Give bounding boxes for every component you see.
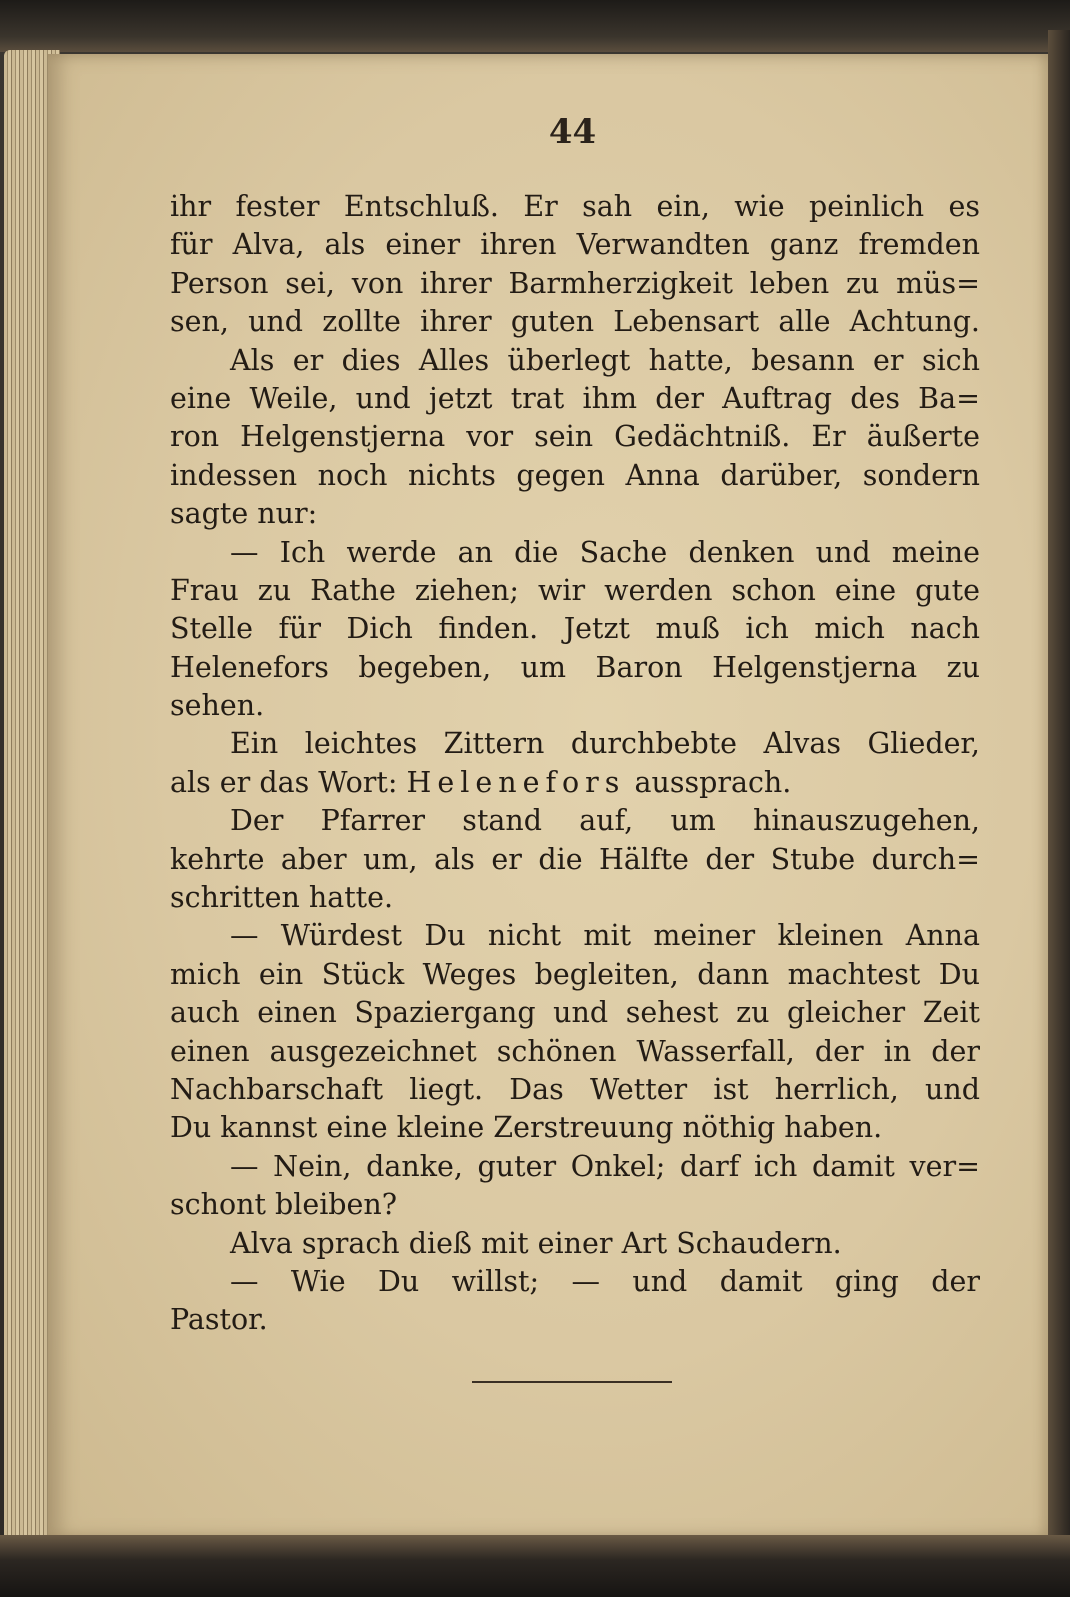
text-line: auch einen Spaziergang und sehest zu gleicher Zeit — [170, 996, 980, 1030]
text-fragment: aussprach. — [634, 765, 792, 799]
text-line: für Alva, als einer ihren Verwandten ganz fremden — [170, 228, 980, 262]
text-line: eine Weile, und jetzt trat ihm der Auftrag des Ba= — [170, 381, 980, 415]
text-line: kehrte aber um, als er die Hälfte der Stube durch= — [170, 842, 980, 876]
text-line: — Nein, danke, guter Onkel; darf ich damit ver= — [230, 1149, 980, 1183]
end-rule — [472, 1381, 672, 1383]
text-line: Pastor. — [170, 1303, 268, 1337]
text-line: Du kannst eine kleine Zerstreuung nöthig haben. — [170, 1111, 883, 1145]
page-number: 44 — [548, 112, 597, 152]
text-line: mich ein Stück Weges begleiten, dann machtest Du — [170, 957, 980, 991]
text-line: Als er dies Alles überlegt hatte, besann er sich — [230, 343, 980, 377]
text-line: Frau zu Rathe ziehen; wir werden schon eine gute — [170, 573, 980, 607]
text-line: — Wie Du willst; — und damit ging der — [230, 1264, 980, 1298]
text-line: sehen. — [170, 689, 265, 723]
text-line: indessen noch nichts gegen Anna darüber, sondern — [170, 458, 980, 492]
text-line: Alva sprach dieß mit einer Art Schaudern. — [230, 1226, 842, 1260]
text-line: Ein leichtes Zittern durchbebte Alvas Glieder, — [230, 727, 980, 761]
book-cover-top — [0, 0, 1070, 52]
book-cover-bottom — [0, 1535, 1070, 1597]
text-line: schritten hatte. — [170, 881, 394, 915]
text-line: — Ich werde an die Sache denken und meine — [230, 535, 980, 569]
text-line: Stelle für Dich finden. Jetzt muß ich mich nach — [170, 612, 980, 646]
text-line: ron Helgenstjerna vor sein Gedächtniß. Er äußerte — [170, 420, 980, 454]
text-line: sagte nur: — [170, 497, 318, 531]
text-line: Der Pfarrer stand auf, um hinauszugehen, — [230, 804, 980, 838]
text-fragment: als er das Wort: — [170, 765, 398, 799]
text-line: Person sei, von ihrer Barmherzigkeit leben zu müs= — [170, 266, 980, 300]
text-line: ihr fester Entschluß. Er sah ein, wie peinlich es — [170, 190, 980, 223]
text-line: — Würdest Du nicht mit meiner kleinen Anna — [230, 919, 980, 953]
body-text — [170, 188, 980, 1340]
text-line: einen ausgezeichnet schönen Wasserfall, der in der — [170, 1034, 980, 1068]
book-cover-right — [1048, 30, 1070, 1550]
spaced-word: Helenefors — [406, 765, 626, 799]
text-line: schont bleiben? — [170, 1188, 398, 1222]
text-line — [170, 764, 980, 802]
text-line: Nachbarschaft liegt. Das Wetter ist herrlich, und — [170, 1072, 980, 1106]
text-line: sen, und zollte ihrer guten Lebensart alle Achtung. — [170, 305, 980, 339]
text-line: Helenefors begeben, um Baron Helgenstjerna zu — [170, 650, 980, 684]
